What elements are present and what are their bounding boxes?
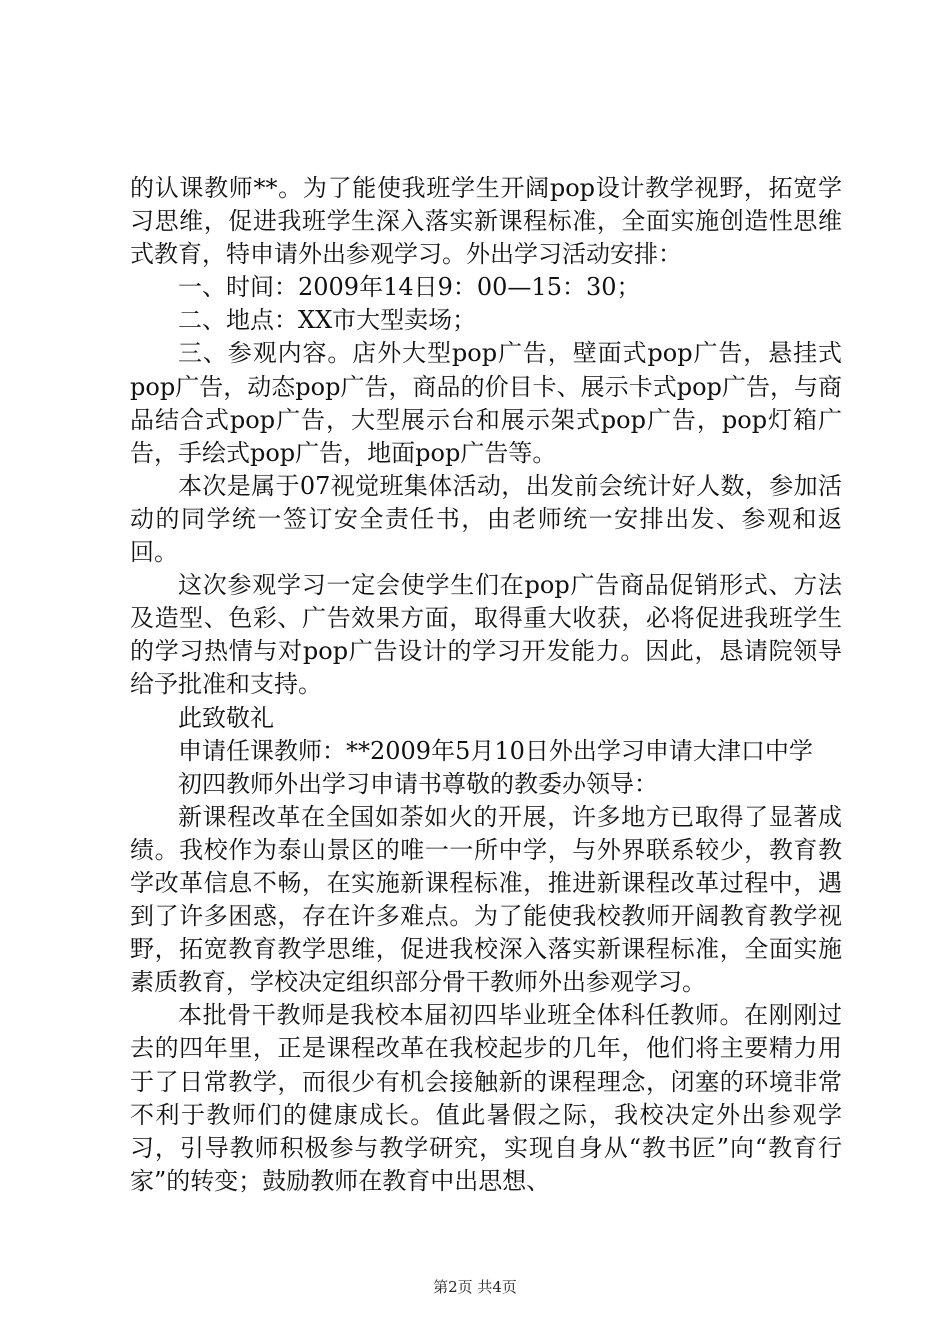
- paragraph: 申请任课教师：**2009年5月10日外出学习申请大津口中学: [178, 736, 813, 765]
- paragraph: 本批骨干教师是我校本届初四毕业班全体科任教师。在刚刚过去的四年里，正是课程改革在我校起步的几年，他们将主要精力用于了日常教学，而很少有机会接触新的课程理念，闭塞的环境非常不利于教师们的健康成长。值此暑假之际，我校决定外出参观学习，引导教师积极参与教学研究，实现自身从“教书匠”向“教育行家”的转变；鼓励教师在教育中出思想、: [130, 1001, 842, 1195]
- paragraph: 这次参观学习一定会使学生们在pop广告商品促销形式、方法及造型、色彩、广告效果方面，取得重大收获，必将促进我班学生的学习热情与对pop广告设计的学习开发能力。因此，恳请院领导给予批准和支持。: [130, 571, 842, 699]
- paragraph: 新课程改革在全国如荼如火的开展，许多地方已取得了显著成绩。我校作为泰山景区的唯一一所中学，与外界联系较少，教育教学改革信息不畅，在实施新课程标准，推进新课程改革过程中，遇到了许多困惑，存在许多难点。为了能使我校教师开阔教育教学视野，拓宽教育教学思维，促进我校深入落实新课程标准，全面实施素质教育，学校决定组织部分骨干教师外出参观学习。: [130, 802, 842, 997]
- page-number-footer: 第2页 共4页: [433, 1278, 517, 1296]
- paragraph: 二、地点：XX市大型卖场；: [178, 306, 477, 335]
- paragraph: 初四教师外出学习申请书尊敬的教委办领导：: [178, 769, 658, 798]
- paragraph: 的认课教师**。为了能使我班学生开阔pop设计教学视野，拓宽学习思维，促进我班学生深入落实新课程标准，全面实施创造性思维式教育，特申请外出参观学习。外出学习活动安排：: [130, 174, 842, 269]
- document-body: [130, 172, 842, 1198]
- paragraph: 本次是属于07视觉班集体活动，出发前会统计好人数，参加活动的同学统一签订安全责任书，由老师统一安排出发、参观和返回。: [130, 471, 842, 567]
- paragraph: 此致敬礼: [178, 703, 274, 732]
- paragraph: 一、时间：2009年14日9：00—15：30；: [178, 273, 641, 302]
- paragraph: 三、参观内容。店外大型pop广告，壁面式pop广告，悬挂式pop广告，动态pop广告，商品的价目卡、展示卡式pop广告，与商品结合式pop广告，大型展示台和展示架式pop广告，pop灯箱广告，手绘式pop广告，地面pop广告等。: [130, 339, 842, 467]
